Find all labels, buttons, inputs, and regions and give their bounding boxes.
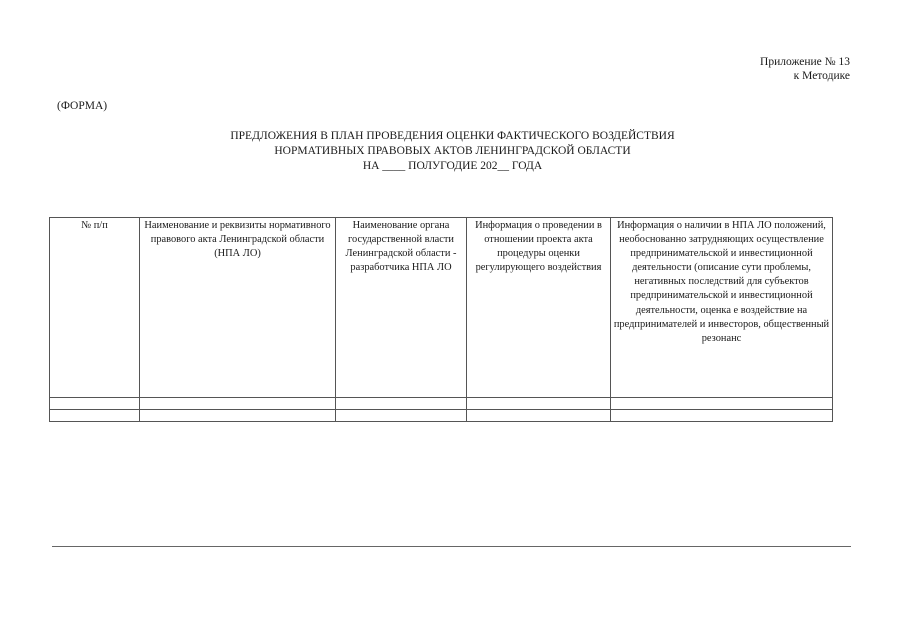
table-header-row	[50, 218, 833, 398]
header-cell-provisions-info: Информация о наличии в НПА ЛО положений, необоснованно затрудняющих осуществление предпринимательской и инвестиционной деятельности (описание сути проблемы, негативных последствий для субъектов предпринимательской и инвестиционной деятельности, оценка е воздействие на предпринимателей и инвесторов, общественный резонанс	[611, 218, 833, 398]
table-cell[interactable]	[611, 398, 833, 410]
table-cell[interactable]	[140, 410, 336, 422]
table-row	[50, 410, 833, 422]
document-title	[0, 129, 905, 174]
form-label: (ФОРМА)	[57, 100, 108, 112]
table-cell[interactable]	[50, 398, 140, 410]
table-cell[interactable]	[336, 410, 467, 422]
title-line-2: НОРМАТИВНЫХ ПРАВОВЫХ АКТОВ ЛЕНИНГРАДСКОЙ ОБЛАСТИ	[274, 145, 631, 157]
table-row	[50, 398, 833, 410]
header-cell-number: № п/п	[50, 218, 140, 398]
title-line-3: НА ____ ПОЛУГОДИЕ 202__ ГОДА	[362, 160, 543, 172]
appendix-label	[650, 55, 850, 83]
appendix-reference: к Методике	[793, 70, 850, 82]
header-cell-authority: Наименование органа государственной власти Ленинградской области - разработчика НПА ЛО	[336, 218, 467, 398]
appendix-number: Приложение № 13	[760, 56, 850, 68]
table-cell[interactable]	[50, 410, 140, 422]
header-cell-act-name: Наименование и реквизиты нормативного правового акта Ленинградской области (НПА ЛО)	[140, 218, 336, 398]
footer-divider	[52, 546, 851, 547]
title-line-1: ПРЕДЛОЖЕНИЯ В ПЛАН ПРОВЕДЕНИЯ ОЦЕНКИ ФАКТИЧЕСКОГО ВОЗДЕЙСТВИЯ	[230, 130, 675, 142]
table-cell[interactable]	[467, 410, 611, 422]
table-cell[interactable]	[140, 398, 336, 410]
table-cell[interactable]	[467, 398, 611, 410]
table-cell[interactable]	[611, 410, 833, 422]
table-cell[interactable]	[336, 398, 467, 410]
header-cell-ria-info: Информация о проведении в отношении проекта акта процедуры оценки регулирующего воздействия	[467, 218, 611, 398]
proposals-table	[49, 217, 833, 422]
